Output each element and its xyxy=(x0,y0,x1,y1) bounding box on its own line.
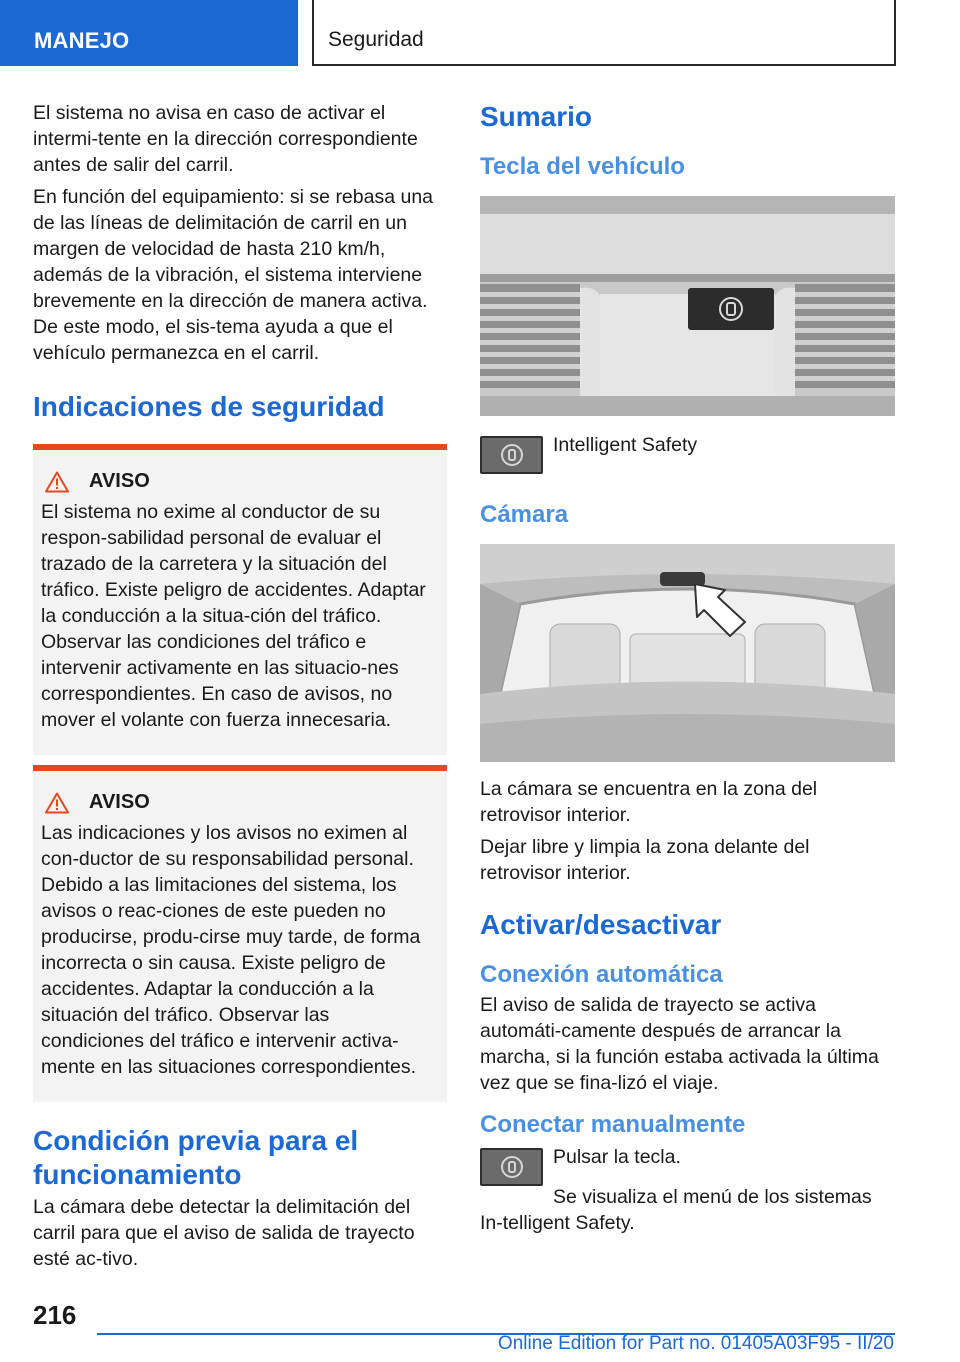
camera-location-image xyxy=(480,544,895,762)
subheading-manual: Conectar manualmente xyxy=(480,1111,746,1138)
header-chapter: Seguridad xyxy=(312,0,896,66)
header-section: MANEJO xyxy=(0,0,298,66)
paragraph: Dejar libre y limpia la zona delante del retrovisor interior. xyxy=(480,836,810,884)
warning-box xyxy=(33,444,447,755)
paragraph: La cámara debe detectar la delimitación del carril para que el aviso de salida de trayecto esté ac-tivo. xyxy=(33,1196,415,1270)
warning-triangle-icon xyxy=(45,792,69,814)
intelligent-safety-key-icon xyxy=(480,1148,543,1186)
warning-title: AVISO xyxy=(89,791,150,813)
right-column xyxy=(480,100,895,1242)
warning-title: AVISO xyxy=(89,470,150,492)
section-heading-summary: Sumario xyxy=(480,101,593,132)
paragraph: La cámara se encuentra en la zona del retrovisor interior. xyxy=(480,778,818,826)
paragraph: En función del equipamiento: si se rebasa una de las líneas de delimitación de carril en un margen de velocidad de hasta 210 km/h, además de la vibración, el sistema interviene brevemente en la dirección de manera activa. De este modo, el sis-tema ayuda a que el vehículo permanezca en el carril. xyxy=(33,186,434,364)
paragraph: El aviso de salida de trayecto se activa automáti-camente después de arrancar la marcha, si la función estaba activada la última vez que se fina-lizó el viaje. xyxy=(480,994,879,1094)
paragraph: El sistema no avisa en caso de activar el intermi-tente en la dirección correspondiente antes de salir del carril. xyxy=(33,102,418,176)
manual-step xyxy=(480,1144,895,1186)
footer-edition: Online Edition for Part no. 01405A03F95 - II/20 xyxy=(497,1333,894,1354)
paragraph: Pulsar la tecla. xyxy=(553,1146,681,1168)
subheading-vehicle-key: Tecla del vehículo xyxy=(480,153,685,180)
warning-box xyxy=(33,765,447,1102)
warning-triangle-icon xyxy=(45,471,69,493)
warning-text: Las indicaciones y los avisos no eximen al con-ductor de su responsabilidad personal. Debido a las limitaciones del sistema, los avisos o reac-ciones de este pueden no producirse, produ-cirse muy tarde, de forma incorrecta o sin causa. Existe peligro de accidentes. Adaptar la conducción a la situación del tráfico. Observar las condiciones del tráfico e intervenir activa-mente en las situaciones correspondientes. xyxy=(41,822,421,1078)
warning-text: El sistema no exime al conductor de su respon-sabilidad personal de evaluar el trazado de la carretera y la situación del tráfico. Existe peligro de accidentes. Adaptar la conducción a la situa-ción del tráfico. Observar las condiciones del tráfico e intervenir activamente en las situacio-nes correspondientes. En caso de avisos, no mover el volante con fuerza innecesaria. xyxy=(41,501,426,731)
page-number: 216 xyxy=(33,1300,77,1330)
subheading-camera: Cámara xyxy=(480,501,569,528)
key-legend xyxy=(480,432,895,474)
intelligent-safety-key-icon xyxy=(480,436,543,474)
section-heading-activate: Activar/desactivar xyxy=(480,909,722,940)
section-heading-precondition: Condición previa para el funcionamiento xyxy=(33,1125,359,1190)
key-label: Intelligent Safety xyxy=(553,434,698,456)
paragraph: Se visualiza el menú de los sistemas In-telligent Safety. xyxy=(480,1186,872,1234)
dashboard-button-image xyxy=(480,196,895,416)
subheading-auto: Conexión automática xyxy=(480,961,723,988)
section-heading-safety: Indicaciones de seguridad xyxy=(33,391,385,422)
left-column xyxy=(33,100,447,1278)
